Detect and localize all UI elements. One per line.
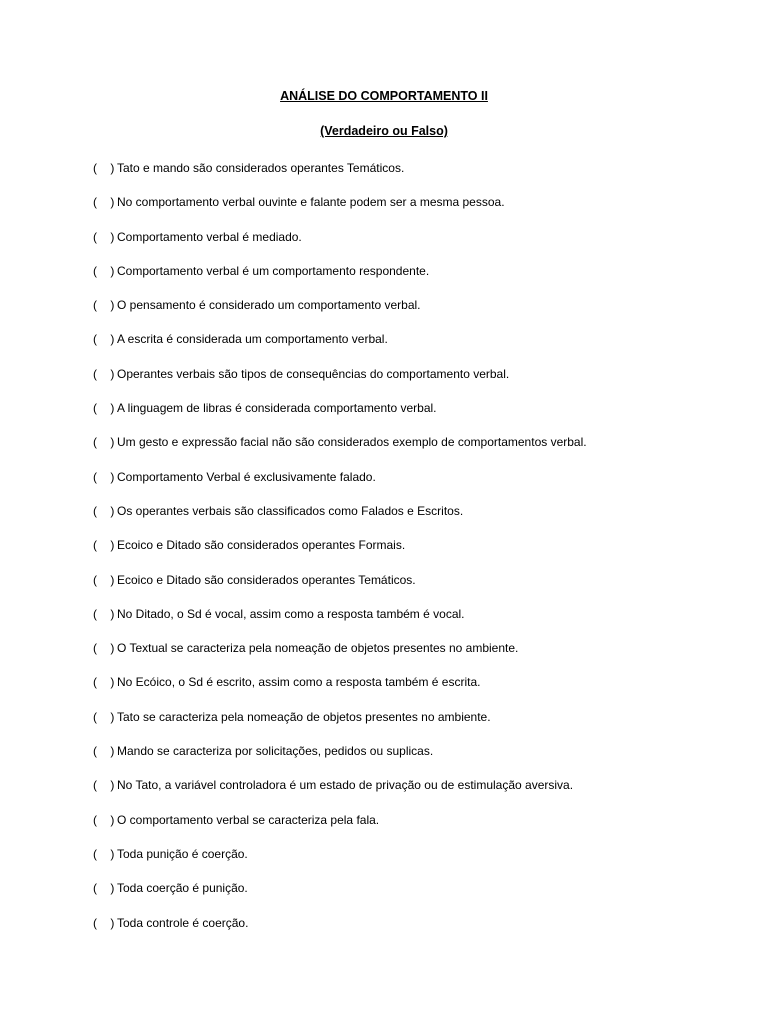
question-text: Operantes verbais são tipos de consequências do comportamento verbal. (117, 366, 510, 381)
answer-box: ( ) (93, 195, 115, 210)
question-item (93, 672, 733, 706)
question-text: No Tato, a variável controladora é um estado de privação ou de estimulação aversiva. (117, 778, 574, 793)
page-subtitle: (Verdadeiro ou Falso) (320, 124, 448, 138)
question-text: Os operantes verbais são classificados como Falados e Escritos. (117, 503, 464, 518)
question-text: O comportamento verbal se caracteriza pela fala. (117, 812, 380, 827)
question-item (93, 535, 733, 569)
question-item (93, 432, 733, 466)
question-list (93, 158, 733, 947)
answer-box: ( ) (93, 606, 115, 621)
question-item (93, 741, 733, 775)
question-item (93, 604, 733, 638)
answer-box: ( ) (93, 503, 115, 518)
question-text: A linguagem de libras é considerada comportamento verbal. (117, 401, 437, 416)
answer-box: ( ) (93, 915, 115, 930)
question-item (93, 913, 733, 947)
question-text: Toda coerção é punição. (117, 881, 248, 896)
answer-box: ( ) (93, 778, 115, 793)
question-text: A escrita é considerada um comportamento verbal. (117, 332, 388, 347)
question-text: Mando se caracteriza por solicitações, pedidos ou suplicas. (117, 744, 434, 759)
question-item (93, 158, 733, 192)
question-text: Comportamento verbal é um comportamento respondente. (117, 263, 430, 278)
question-text: No Ecóico, o Sd é escrito, assim como a resposta também é escrita. (117, 675, 481, 690)
answer-box: ( ) (93, 675, 115, 690)
answer-box: ( ) (93, 263, 115, 278)
question-item (93, 364, 733, 398)
answer-box: ( ) (93, 332, 115, 347)
question-item (93, 810, 733, 844)
answer-box: ( ) (93, 161, 115, 175)
question-text: No comportamento verbal ouvinte e falante podem ser a mesma pessoa. (117, 195, 505, 210)
question-text: Ecoico e Ditado são considerados operantes Temáticos. (117, 572, 416, 587)
answer-box: ( ) (93, 572, 115, 587)
question-text: Toda controle é coerção. (117, 915, 249, 930)
answer-box: ( ) (93, 538, 115, 553)
question-text: Tato e mando são considerados operantes Temáticos. (117, 161, 405, 175)
question-text: Um gesto e expressão facial não são considerados exemplo de comportamentos verbal. (117, 435, 587, 450)
answer-box: ( ) (93, 469, 115, 484)
answer-box: ( ) (93, 229, 115, 244)
question-text: Comportamento verbal é mediado. (117, 229, 302, 244)
question-item (93, 775, 733, 809)
question-item (93, 329, 733, 363)
question-item (93, 261, 733, 295)
answer-box: ( ) (93, 401, 115, 416)
answer-box: ( ) (93, 298, 115, 313)
question-item (93, 707, 733, 741)
question-item (93, 227, 733, 261)
question-text: Ecoico e Ditado são considerados operantes Formais. (117, 538, 406, 553)
question-item (93, 878, 733, 912)
answer-box: ( ) (93, 744, 115, 759)
question-item (93, 844, 733, 878)
question-text: Tato se caracteriza pela nomeação de objetos presentes no ambiente. (117, 709, 491, 724)
answer-box: ( ) (93, 812, 115, 827)
page-title: ANÁLISE DO COMPORTAMENTO II (280, 89, 488, 103)
question-text: No Ditado, o Sd é vocal, assim como a resposta também é vocal. (117, 606, 465, 621)
question-text: O Textual se caracteriza pela nomeação de objetos presentes no ambiente. (117, 641, 519, 656)
question-item (93, 467, 733, 501)
answer-box: ( ) (93, 366, 115, 381)
question-item (93, 570, 733, 604)
answer-box: ( ) (93, 641, 115, 656)
answer-box: ( ) (93, 846, 115, 861)
question-text: Toda punição é coerção. (117, 846, 248, 861)
answer-box: ( ) (93, 881, 115, 896)
answer-box: ( ) (93, 709, 115, 724)
question-item (93, 192, 733, 226)
question-item (93, 398, 733, 432)
question-text: Comportamento Verbal é exclusivamente falado. (117, 469, 376, 484)
question-item (93, 295, 733, 329)
question-item (93, 501, 733, 535)
question-text: O pensamento é considerado um comportamento verbal. (117, 298, 421, 313)
question-item (93, 638, 733, 672)
answer-box: ( ) (93, 435, 115, 450)
